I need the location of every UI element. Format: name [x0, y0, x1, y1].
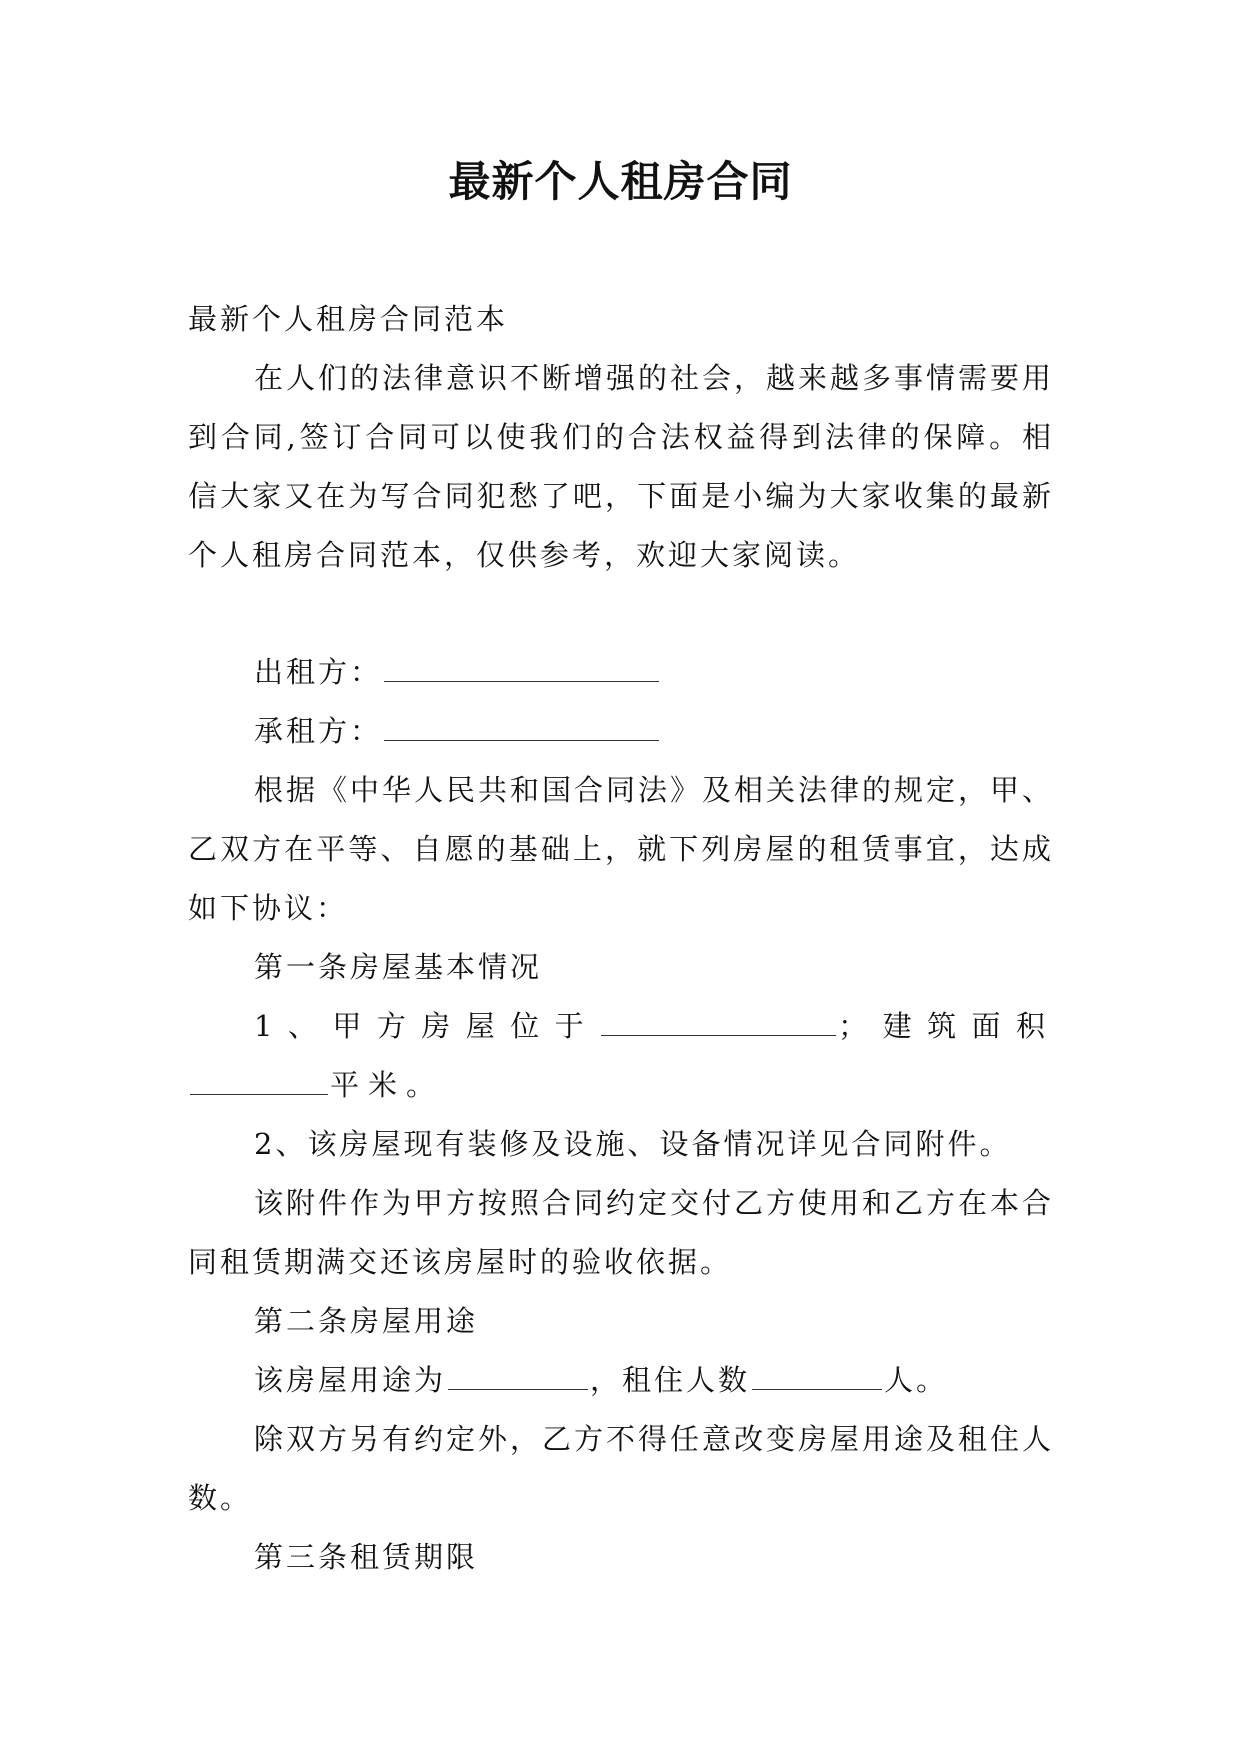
- article1-title: 第一条房屋基本情况: [254, 950, 543, 984]
- area-blank: [190, 1072, 328, 1095]
- article1-item1: [188, 997, 1054, 1115]
- article1-note: 该附件作为甲方按照合同约定交付乙方使用和乙方在本合同租赁期满交还该房屋时的验收依据。: [188, 1186, 1055, 1279]
- article2-use-line: [188, 1351, 1054, 1410]
- lessor-blank: [384, 659, 659, 682]
- article1-item1-prefix: 1、甲方房屋位于: [254, 1009, 600, 1043]
- article2-use-suffix: 人。: [884, 1363, 949, 1397]
- article2-note: 除双方另有约定外，乙方不得任意改变房屋用途及租住人数。: [188, 1422, 1055, 1515]
- basis-paragraph: 根据《中华人民共和国合同法》及相关法律的规定，甲、乙双方在平等、自愿的基础上，就下列房屋的租赁事宜，达成如下协议：: [188, 773, 1055, 925]
- location-blank: [601, 1013, 836, 1036]
- use-blank: [448, 1367, 588, 1390]
- document-subtitle: 最新个人租房合同范本: [188, 302, 509, 336]
- lessee-blank: [384, 718, 659, 741]
- lessee-label: 承租方：: [254, 714, 383, 748]
- article1-item1-mid: ；建筑面积: [838, 1009, 1054, 1043]
- article3-title: 第三条租赁期限: [254, 1540, 479, 1574]
- document-title: 最新个人租房合同: [448, 157, 793, 206]
- article2-title: 第二条房屋用途: [254, 1304, 479, 1338]
- lessor-label: 出租方：: [254, 655, 383, 689]
- lessee-line: [188, 702, 1054, 761]
- intro-paragraph: 在人们的法律意识不断增强的社会，越来越多事情需要用到合同,签订合同可以使我们的合法权益得到法律的保障。相信大家又在为写合同犯愁了吧，下面是小编为大家收集的最新个人租房合同范本，仅供参考，欢迎大家阅读。: [188, 361, 1055, 572]
- article1-item2: 2、该房屋现有装修及设施、设备情况详见合同附件。: [254, 1127, 1012, 1161]
- occupants-blank: [752, 1367, 882, 1390]
- article2-use-prefix: 该房屋用途为: [254, 1363, 447, 1397]
- paragraph-gap: [188, 585, 1054, 643]
- lessor-line: [188, 643, 1054, 702]
- document-body: [188, 290, 1054, 1587]
- article1-item1-suffix: 平米。: [330, 1068, 445, 1102]
- article2-use-mid: ，租住人数: [590, 1363, 751, 1397]
